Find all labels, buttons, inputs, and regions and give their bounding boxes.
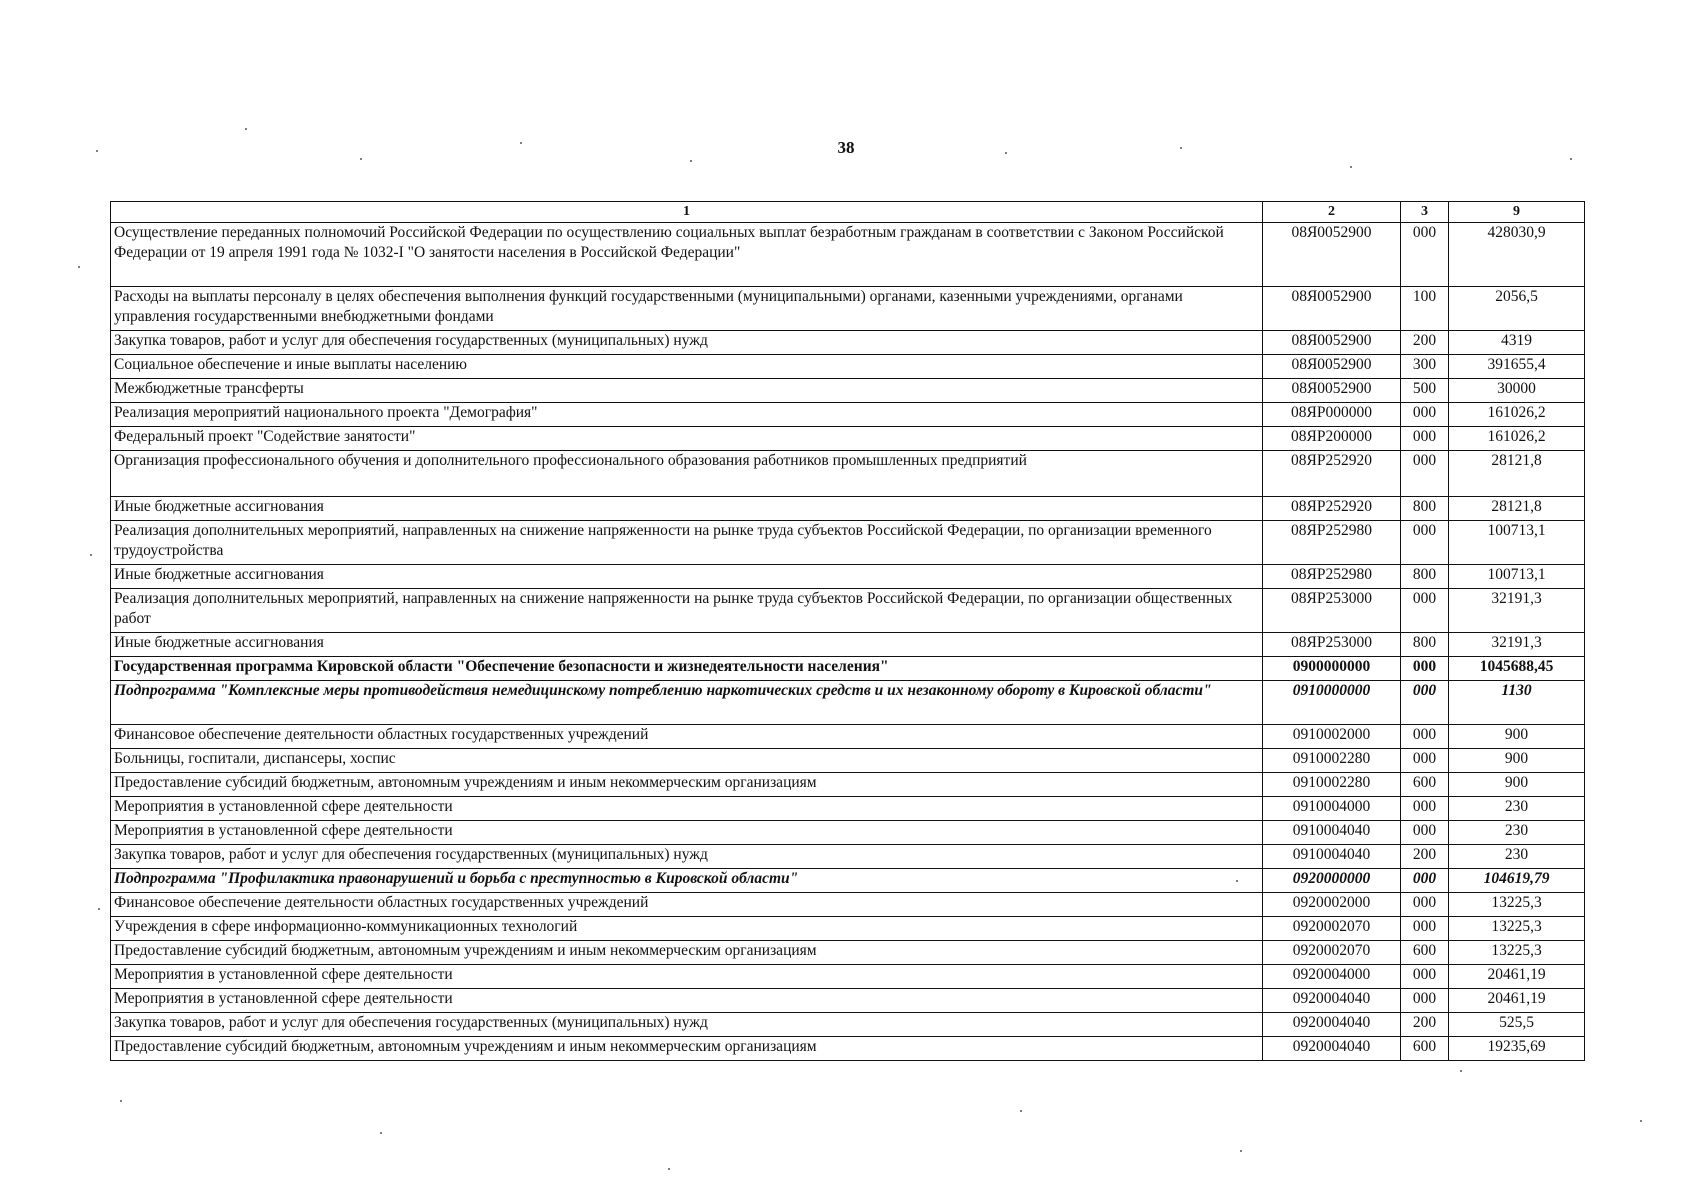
cell-name: Подпрограмма "Профилактика правонарушений и борьба с преступностью в Кировской области"	[111, 869, 1263, 893]
table-row	[111, 521, 1585, 565]
cell-code: 0920004000	[1263, 965, 1401, 989]
cell-type: 800	[1401, 633, 1449, 657]
cell-name: Мероприятия в установленной сфере деятельности	[111, 821, 1263, 845]
cell-code: 08ЯР253000	[1263, 589, 1401, 633]
table-row	[111, 1013, 1585, 1037]
table-row	[111, 965, 1585, 989]
cell-code: 08ЯР000000	[1263, 403, 1401, 427]
table-row	[111, 725, 1585, 749]
cell-name: Закупка товаров, работ и услуг для обеспечения государственных (муниципальных) нужд	[111, 845, 1263, 869]
table-row	[111, 355, 1585, 379]
cell-sum: 104619,79	[1449, 869, 1585, 893]
cell-name: Организация профессионального обучения и дополнительного профессионального образования работников промышленных предприятий	[111, 451, 1263, 497]
table-row	[111, 989, 1585, 1013]
cell-code: 0910004040	[1263, 821, 1401, 845]
cell-type: 000	[1401, 917, 1449, 941]
cell-type: 800	[1401, 497, 1449, 521]
cell-code: 0910000000	[1263, 681, 1401, 725]
table-row	[111, 633, 1585, 657]
page-number: 38	[837, 138, 855, 157]
cell-name: Больницы, госпитали, диспансеры, хоспис	[111, 749, 1263, 773]
cell-sum: 32191,3	[1449, 589, 1585, 633]
table-row	[111, 657, 1585, 681]
cell-sum: 428030,9	[1449, 223, 1585, 287]
cell-code: 0920004040	[1263, 1013, 1401, 1037]
cell-name: Иные бюджетные ассигнования	[111, 497, 1263, 521]
cell-sum: 13225,3	[1449, 893, 1585, 917]
cell-name: Межбюджетные трансферты	[111, 379, 1263, 403]
cell-type: 000	[1401, 965, 1449, 989]
cell-type: 000	[1401, 749, 1449, 773]
cell-code: 0910002000	[1263, 725, 1401, 749]
cell-code: 0920002000	[1263, 893, 1401, 917]
cell-code: 08ЯР252980	[1263, 565, 1401, 589]
cell-name: Мероприятия в установленной сфере деятельности	[111, 965, 1263, 989]
cell-type: 000	[1401, 427, 1449, 451]
table-body	[111, 223, 1585, 1061]
cell-name: Финансовое обеспечение деятельности областных государственных учреждений	[111, 893, 1263, 917]
cell-name: Иные бюджетные ассигнования	[111, 633, 1263, 657]
header-col-name: 1	[111, 202, 1263, 223]
cell-name: Осуществление переданных полномочий Российской Федерации по осуществлению социальных выплат безработным гражданам в соответствии с Законом Российской Федерации от 19 апреля 1991 года № 1032-I "О занятости населения в Российской Федерации"	[111, 223, 1263, 287]
cell-type: 000	[1401, 681, 1449, 725]
table-row	[111, 379, 1585, 403]
cell-name: Закупка товаров, работ и услуг для обеспечения государственных (муниципальных) нужд	[111, 1013, 1263, 1037]
budget-table	[110, 201, 1585, 1061]
table-row	[111, 917, 1585, 941]
cell-sum: 13225,3	[1449, 917, 1585, 941]
cell-type: 000	[1401, 521, 1449, 565]
cell-name: Мероприятия в установленной сфере деятельности	[111, 989, 1263, 1013]
cell-sum: 28121,8	[1449, 497, 1585, 521]
cell-sum: 230	[1449, 797, 1585, 821]
cell-code: 08ЯР252980	[1263, 521, 1401, 565]
cell-type: 000	[1401, 821, 1449, 845]
cell-code: 0910004000	[1263, 797, 1401, 821]
cell-sum: 230	[1449, 821, 1585, 845]
cell-sum: 100713,1	[1449, 565, 1585, 589]
cell-code: 08Я0052900	[1263, 379, 1401, 403]
cell-name: Реализация мероприятий национального проекта "Демография"	[111, 403, 1263, 427]
cell-code: 08ЯР253000	[1263, 633, 1401, 657]
cell-type: 000	[1401, 451, 1449, 497]
cell-sum: 230	[1449, 845, 1585, 869]
cell-type: 600	[1401, 773, 1449, 797]
cell-code: 08ЯР200000	[1263, 427, 1401, 451]
table-row	[111, 331, 1585, 355]
cell-type: 000	[1401, 725, 1449, 749]
cell-name: Федеральный проект "Содействие занятости"	[111, 427, 1263, 451]
cell-sum: 20461,19	[1449, 989, 1585, 1013]
cell-name: Предоставление субсидий бюджетным, автономным учреждениям и иным некоммерческим организациям	[111, 773, 1263, 797]
table-row	[111, 451, 1585, 497]
table-row	[111, 797, 1585, 821]
cell-sum: 900	[1449, 749, 1585, 773]
cell-type: 600	[1401, 941, 1449, 965]
table-row	[111, 821, 1585, 845]
table-row	[111, 1037, 1585, 1061]
cell-name: Подпрограмма "Комплексные меры противодействия немедицинскому потреблению наркотических средств и их незаконному обороту в Кировской области"	[111, 681, 1263, 725]
table-row	[111, 941, 1585, 965]
cell-sum: 900	[1449, 725, 1585, 749]
cell-sum: 1045688,45	[1449, 657, 1585, 681]
cell-code: 0910004040	[1263, 845, 1401, 869]
cell-sum: 525,5	[1449, 1013, 1585, 1037]
cell-type: 500	[1401, 379, 1449, 403]
cell-type: 200	[1401, 845, 1449, 869]
cell-sum: 161026,2	[1449, 403, 1585, 427]
cell-name: Реализация дополнительных мероприятий, направленных на снижение напряженности на рынке труда субъектов Российской Федерации, по организации временного трудоустройства	[111, 521, 1263, 565]
cell-code: 0900000000	[1263, 657, 1401, 681]
table-header-row	[111, 202, 1585, 223]
cell-type: 000	[1401, 223, 1449, 287]
cell-code: 0920004040	[1263, 1037, 1401, 1061]
cell-code: 08ЯР252920	[1263, 497, 1401, 521]
cell-type: 000	[1401, 797, 1449, 821]
table-row	[111, 427, 1585, 451]
table-row	[111, 773, 1585, 797]
cell-type: 000	[1401, 589, 1449, 633]
table-row	[111, 869, 1585, 893]
cell-name: Социальное обеспечение и иные выплаты населению	[111, 355, 1263, 379]
cell-name: Иные бюджетные ассигнования	[111, 565, 1263, 589]
cell-code: 08Я0052900	[1263, 355, 1401, 379]
cell-sum: 161026,2	[1449, 427, 1585, 451]
cell-code: 0910002280	[1263, 749, 1401, 773]
cell-code: 0920002070	[1263, 917, 1401, 941]
cell-code: 0910002280	[1263, 773, 1401, 797]
cell-name: Реализация дополнительных мероприятий, направленных на снижение напряженности на рынке труда субъектов Российской Федерации, по организации общественных работ	[111, 589, 1263, 633]
cell-code: 0920000000	[1263, 869, 1401, 893]
cell-code: 0920002070	[1263, 941, 1401, 965]
cell-type: 600	[1401, 1037, 1449, 1061]
cell-sum: 20461,19	[1449, 965, 1585, 989]
cell-sum: 30000	[1449, 379, 1585, 403]
table-row	[111, 565, 1585, 589]
cell-code: 08Я0052900	[1263, 287, 1401, 331]
table-row	[111, 845, 1585, 869]
cell-sum: 32191,3	[1449, 633, 1585, 657]
cell-sum: 391655,4	[1449, 355, 1585, 379]
cell-sum: 13225,3	[1449, 941, 1585, 965]
cell-type: 000	[1401, 989, 1449, 1013]
cell-code: 0920004040	[1263, 989, 1401, 1013]
cell-code: 08Я0052900	[1263, 223, 1401, 287]
cell-name: Закупка товаров, работ и услуг для обеспечения государственных (муниципальных) нужд	[111, 331, 1263, 355]
cell-name: Предоставление субсидий бюджетным, автономным учреждениям и иным некоммерческим организациям	[111, 941, 1263, 965]
cell-name: Учреждения в сфере информационно-коммуникационных технологий	[111, 917, 1263, 941]
cell-sum: 2056,5	[1449, 287, 1585, 331]
cell-type: 000	[1401, 869, 1449, 893]
cell-name: Финансовое обеспечение деятельности областных государственных учреждений	[111, 725, 1263, 749]
cell-type: 000	[1401, 403, 1449, 427]
cell-name: Государственная программа Кировской области "Обеспечение безопасности и жизнедеятельности населения"	[111, 657, 1263, 681]
cell-type: 300	[1401, 355, 1449, 379]
table-row	[111, 749, 1585, 773]
cell-type: 200	[1401, 1013, 1449, 1037]
cell-name: Мероприятия в установленной сфере деятельности	[111, 797, 1263, 821]
cell-type: 800	[1401, 565, 1449, 589]
cell-code: 08ЯР252920	[1263, 451, 1401, 497]
header-col-code: 2	[1263, 202, 1401, 223]
table-row	[111, 403, 1585, 427]
table-row	[111, 681, 1585, 725]
cell-type: 000	[1401, 657, 1449, 681]
cell-sum: 900	[1449, 773, 1585, 797]
table-row	[111, 893, 1585, 917]
header-col-sum: 9	[1449, 202, 1585, 223]
cell-type: 200	[1401, 331, 1449, 355]
cell-sum: 4319	[1449, 331, 1585, 355]
cell-type: 100	[1401, 287, 1449, 331]
table-row	[111, 287, 1585, 331]
cell-sum: 19235,69	[1449, 1037, 1585, 1061]
cell-name: Предоставление субсидий бюджетным, автономным учреждениям и иным некоммерческим организациям	[111, 1037, 1263, 1061]
cell-sum: 100713,1	[1449, 521, 1585, 565]
cell-type: 000	[1401, 893, 1449, 917]
cell-code: 08Я0052900	[1263, 331, 1401, 355]
table-row	[111, 223, 1585, 287]
table-row	[111, 497, 1585, 521]
header-col-type: 3	[1401, 202, 1449, 223]
table-row	[111, 589, 1585, 633]
cell-sum: 28121,8	[1449, 451, 1585, 497]
cell-name: Расходы на выплаты персоналу в целях обеспечения выполнения функций государственными (муниципальными) органами, казенными учреждениями, органами управления государственными внебюджетными фондами	[111, 287, 1263, 331]
cell-sum: 1130	[1449, 681, 1585, 725]
